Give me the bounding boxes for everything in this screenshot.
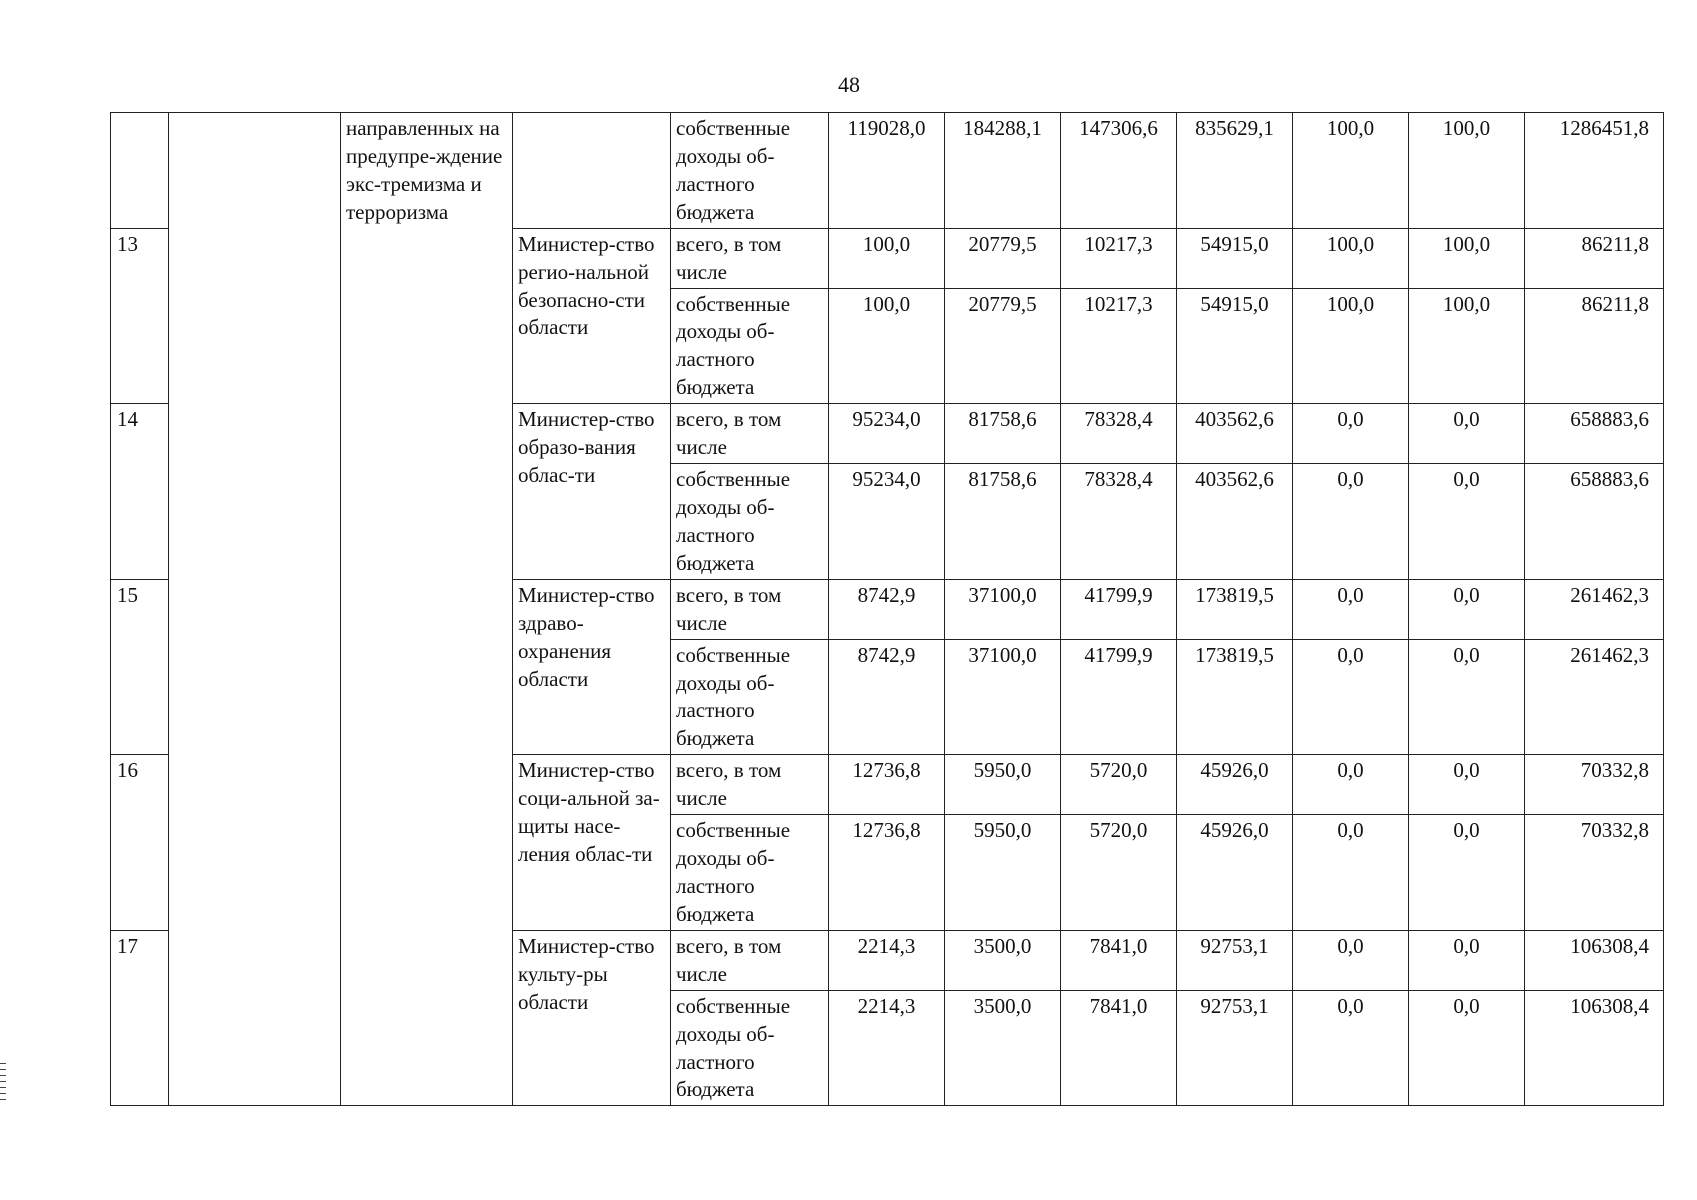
amount-cell: 7841,0 [1061,930,1177,990]
amount-cell: 2214,3 [829,990,945,1106]
funding-source-cell: собственные доходы об-ластного бюджета [671,815,829,931]
row-number-cell: 15 [111,579,169,755]
amount-cell: 0,0 [1293,815,1409,931]
amount-cell: 8742,9 [829,639,945,755]
funding-source-cell: всего, в том числе [671,579,829,639]
amount-cell: 8742,9 [829,579,945,639]
amount-cell: 403562,6 [1177,464,1293,580]
total-amount-cell: 70332,8 [1525,755,1664,815]
funding-source-cell: всего, в том числе [671,755,829,815]
amount-cell: 10217,3 [1061,228,1177,288]
funding-source-cell: собственные доходы об-ластного бюджета [671,113,829,229]
amount-cell: 0,0 [1293,639,1409,755]
amount-cell: 5720,0 [1061,815,1177,931]
total-amount-cell: 86211,8 [1525,288,1664,404]
amount-cell: 173819,5 [1177,639,1293,755]
funding-source-cell: всего, в том числе [671,404,829,464]
funding-source-cell: собственные доходы об-ластного бюджета [671,464,829,580]
row-number-cell: 17 [111,930,169,1106]
amount-cell: 2214,3 [829,930,945,990]
total-amount-cell: 106308,4 [1525,930,1664,990]
amount-cell: 81758,6 [945,404,1061,464]
amount-cell: 100,0 [1409,113,1525,229]
table-body [111,113,1664,1106]
total-amount-cell: 1286451,8 [1525,113,1664,229]
budget-table [110,112,1664,1106]
amount-cell: 100,0 [1293,228,1409,288]
amount-cell: 5720,0 [1061,755,1177,815]
amount-cell: 41799,9 [1061,639,1177,755]
funding-source-cell: всего, в том числе [671,228,829,288]
row-number-cell: 16 [111,755,169,931]
amount-cell: 95234,0 [829,464,945,580]
amount-cell: 20779,5 [945,228,1061,288]
ministry-cell: Министер-ство образо-вания облас-ти [513,404,671,580]
ministry-cell: Министер-ство соци-альной за-щиты насе-ления облас-ти [513,755,671,931]
ministry-cell: Министер-ство здраво-охранения области [513,579,671,755]
amount-cell: 0,0 [1409,639,1525,755]
amount-cell: 0,0 [1293,404,1409,464]
amount-cell: 0,0 [1409,930,1525,990]
amount-cell: 45926,0 [1177,815,1293,931]
amount-cell: 0,0 [1293,464,1409,580]
table-row [111,113,1664,229]
amount-cell: 100,0 [1409,288,1525,404]
total-amount-cell: 261462,3 [1525,579,1664,639]
amount-cell: 100,0 [1409,228,1525,288]
page-number: 48 [838,72,860,97]
amount-cell: 12736,8 [829,755,945,815]
amount-cell: 0,0 [1293,990,1409,1106]
row-number-cell [111,113,169,229]
amount-cell: 7841,0 [1061,990,1177,1106]
amount-cell: 54915,0 [1177,288,1293,404]
program-name-cell [169,113,341,1106]
amount-cell: 0,0 [1293,930,1409,990]
amount-cell: 184288,1 [945,113,1061,229]
amount-cell: 37100,0 [945,579,1061,639]
amount-cell: 147306,6 [1061,113,1177,229]
ministry-cell [513,113,671,229]
amount-cell: 3500,0 [945,930,1061,990]
amount-cell: 0,0 [1293,755,1409,815]
row-number-cell: 13 [111,228,169,404]
total-amount-cell: 658883,6 [1525,464,1664,580]
amount-cell: 78328,4 [1061,404,1177,464]
total-amount-cell: 261462,3 [1525,639,1664,755]
total-amount-cell: 658883,6 [1525,404,1664,464]
amount-cell: 100,0 [829,228,945,288]
amount-cell: 54915,0 [1177,228,1293,288]
amount-cell: 5950,0 [945,815,1061,931]
amount-cell: 95234,0 [829,404,945,464]
amount-cell: 20779,5 [945,288,1061,404]
funding-source-cell: всего, в том числе [671,930,829,990]
amount-cell: 41799,9 [1061,579,1177,639]
amount-cell: 12736,8 [829,815,945,931]
amount-cell: 5950,0 [945,755,1061,815]
goal-description-cell: направленных на предупре-ждение экс-тремизма и терроризма [341,113,513,1106]
amount-cell: 45926,0 [1177,755,1293,815]
amount-cell: 0,0 [1293,579,1409,639]
total-amount-cell: 106308,4 [1525,990,1664,1106]
amount-cell: 0,0 [1409,755,1525,815]
amount-cell: 3500,0 [945,990,1061,1106]
amount-cell: 0,0 [1409,404,1525,464]
ministry-cell: Министер-ство регио-нальной безопасно-сти области [513,228,671,404]
amount-cell: 100,0 [829,288,945,404]
funding-source-cell: собственные доходы об-ластного бюджета [671,639,829,755]
amount-cell: 92753,1 [1177,930,1293,990]
funding-source-cell: собственные доходы об-ластного бюджета [671,990,829,1106]
amount-cell: 403562,6 [1177,404,1293,464]
amount-cell: 0,0 [1409,579,1525,639]
amount-cell: 78328,4 [1061,464,1177,580]
total-amount-cell: 70332,8 [1525,815,1664,931]
scan-edge-marks [0,1063,6,1103]
amount-cell: 119028,0 [829,113,945,229]
amount-cell: 37100,0 [945,639,1061,755]
total-amount-cell: 86211,8 [1525,228,1664,288]
amount-cell: 835629,1 [1177,113,1293,229]
row-number-cell: 14 [111,404,169,580]
amount-cell: 0,0 [1409,815,1525,931]
funding-source-cell: собственные доходы об-ластного бюджета [671,288,829,404]
ministry-cell: Министер-ство культу-ры области [513,930,671,1106]
amount-cell: 92753,1 [1177,990,1293,1106]
amount-cell: 0,0 [1409,464,1525,580]
amount-cell: 10217,3 [1061,288,1177,404]
amount-cell: 100,0 [1293,113,1409,229]
amount-cell: 173819,5 [1177,579,1293,639]
amount-cell: 0,0 [1409,990,1525,1106]
amount-cell: 81758,6 [945,464,1061,580]
amount-cell: 100,0 [1293,288,1409,404]
